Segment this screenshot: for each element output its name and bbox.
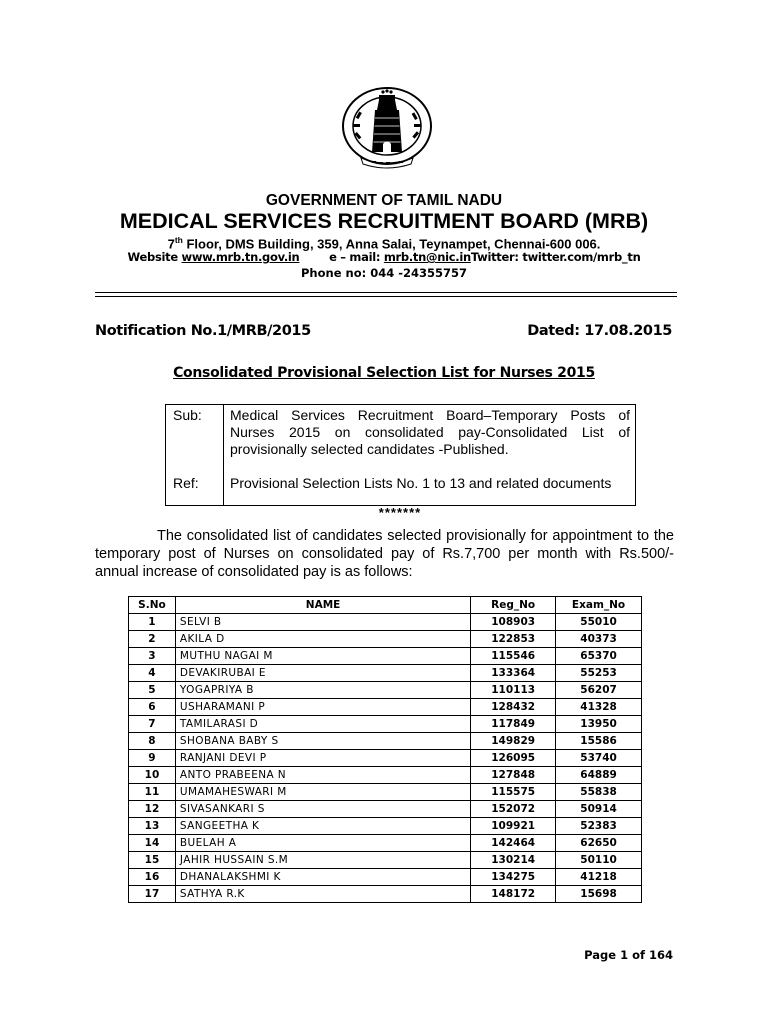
contact-line <box>0 250 768 264</box>
cell-name: YOGAPRIYA B <box>175 682 470 699</box>
table-row <box>129 614 642 631</box>
cell-exam-no: 56207 <box>556 682 642 699</box>
page-number: Page 1 of 164 <box>584 948 673 962</box>
cell-name: SHOBANA BABY S <box>175 733 470 750</box>
cell-exam-no: 55010 <box>556 614 642 631</box>
cell-reg-no: 109921 <box>471 818 556 835</box>
address-text: Floor, DMS Building, 359, Anna Salai, Teynampet, Chennai-600 006. <box>182 236 601 252</box>
cell-reg-no: 110113 <box>471 682 556 699</box>
table-row <box>129 665 642 682</box>
cell-sno: 13 <box>129 818 176 835</box>
subject-box-divider <box>223 405 224 505</box>
tamil-nadu-emblem <box>339 86 435 170</box>
cell-sno: 6 <box>129 699 176 716</box>
cell-sno: 14 <box>129 835 176 852</box>
cell-exam-no: 15698 <box>556 886 642 903</box>
table-row <box>129 682 642 699</box>
notification-date: Dated: 17.08.2015 <box>527 323 672 339</box>
cell-name: BUELAH A <box>175 835 470 852</box>
cell-reg-no: 134275 <box>471 869 556 886</box>
cell-name: SANGEETHA K <box>175 818 470 835</box>
intro-paragraph-text: The consolidated list of candidates selected provisionally for appointment to the temporary post of Nurses on consolidated pay of Rs.7,700 per month with Rs.500/- annual increase of consolidated pay is as follows: <box>95 528 674 580</box>
cell-name: USHARAMANI P <box>175 699 470 716</box>
table-row <box>129 699 642 716</box>
cell-sno: 12 <box>129 801 176 818</box>
cell-exam-no: 13950 <box>556 716 642 733</box>
cell-reg-no: 148172 <box>471 886 556 903</box>
table-row <box>129 886 642 903</box>
table-row <box>129 767 642 784</box>
cell-reg-no: 142464 <box>471 835 556 852</box>
government-title: GOVERNMENT OF TAMIL NADU <box>265 192 503 209</box>
selection-list-table <box>128 596 642 903</box>
reference-label: Ref: <box>173 475 199 491</box>
table-header-row <box>129 597 642 614</box>
cell-name: UMAMAHESWARI M <box>175 784 470 801</box>
column-header-exam-no: Exam_No <box>556 597 642 614</box>
cell-exam-no: 50914 <box>556 801 642 818</box>
cell-reg-no: 152072 <box>471 801 556 818</box>
header-divider-top <box>95 292 677 293</box>
cell-exam-no: 50110 <box>556 852 642 869</box>
table-row <box>129 631 642 648</box>
cell-name: ANTO PRABEENA N <box>175 767 470 784</box>
cell-name: MUTHU NAGAI M <box>175 648 470 665</box>
cell-exam-no: 15586 <box>556 733 642 750</box>
table-row <box>129 818 642 835</box>
email-link[interactable]: mrb.tn@nic.in <box>383 250 471 264</box>
table-row <box>129 716 642 733</box>
intro-paragraph <box>95 527 674 581</box>
email-label: e – mail: <box>329 250 384 264</box>
cell-reg-no: 122853 <box>471 631 556 648</box>
cell-exam-no: 52383 <box>556 818 642 835</box>
table-row <box>129 801 642 818</box>
cell-name: DEVAKIRUBAI E <box>175 665 470 682</box>
column-header-sno: S.No <box>129 597 176 614</box>
table-row <box>129 648 642 665</box>
phone-number: Phone no: 044 -24355757 <box>301 266 467 280</box>
reference-text: Provisional Selection Lists No. 1 to 13 and related documents <box>230 475 612 491</box>
table-row <box>129 750 642 767</box>
cell-name: DHANALAKSHMI K <box>175 869 470 886</box>
cell-sno: 3 <box>129 648 176 665</box>
cell-reg-no: 149829 <box>471 733 556 750</box>
cell-reg-no: 126095 <box>471 750 556 767</box>
cell-exam-no: 65370 <box>556 648 642 665</box>
cell-sno: 5 <box>129 682 176 699</box>
table-row <box>129 869 642 886</box>
website-label: Website <box>127 250 182 264</box>
twitter-handle: Twitter: twitter.com/mrb_tn <box>470 250 641 264</box>
cell-name: SATHYA R.K <box>175 886 470 903</box>
address-floor-suffix: th <box>174 235 183 245</box>
cell-name: SIVASANKARI S <box>175 801 470 818</box>
cell-reg-no: 115575 <box>471 784 556 801</box>
notification-number: Notification No.1/MRB/2015 <box>95 323 311 339</box>
cell-reg-no: 133364 <box>471 665 556 682</box>
cell-sno: 2 <box>129 631 176 648</box>
cell-name: RANJANI DEVI P <box>175 750 470 767</box>
cell-sno: 7 <box>129 716 176 733</box>
website-link[interactable]: www.mrb.tn.gov.in <box>181 250 300 264</box>
cell-reg-no: 117849 <box>471 716 556 733</box>
subject-text: Medical Services Recruitment Board–Temporary Posts of Nurses 2015 on consolidated pay-Consolidated List of provisionally selected candidates -Published. <box>230 407 630 457</box>
cell-name: SELVI B <box>175 614 470 631</box>
cell-reg-no: 130214 <box>471 852 556 869</box>
cell-sno: 1 <box>129 614 176 631</box>
cell-exam-no: 62650 <box>556 835 642 852</box>
header-divider-bottom <box>95 296 677 297</box>
cell-reg-no: 115546 <box>471 648 556 665</box>
cell-sno: 11 <box>129 784 176 801</box>
table-row <box>129 852 642 869</box>
cell-name: JAHIR HUSSAIN S.M <box>175 852 470 869</box>
cell-exam-no: 64889 <box>556 767 642 784</box>
column-header-reg-no: Reg_No <box>471 597 556 614</box>
cell-exam-no: 55253 <box>556 665 642 682</box>
cell-name: TAMILARASI D <box>175 716 470 733</box>
address-floor-number: 7 <box>167 236 175 252</box>
table-row <box>129 784 642 801</box>
cell-reg-no: 108903 <box>471 614 556 631</box>
cell-exam-no: 41218 <box>556 869 642 886</box>
table-row <box>129 733 642 750</box>
board-address <box>0 235 768 251</box>
document-title: Consolidated Provisional Selection List for Nurses 2015 <box>173 365 595 381</box>
table-row <box>129 835 642 852</box>
column-header-name: NAME <box>175 597 470 614</box>
board-title: MEDICAL SERVICES RECRUITMENT BOARD (MRB) <box>119 209 649 233</box>
cell-sno: 17 <box>129 886 176 903</box>
subject-reference-box <box>165 404 636 506</box>
cell-sno: 9 <box>129 750 176 767</box>
cell-exam-no: 41328 <box>556 699 642 716</box>
cell-name: AKILA D <box>175 631 470 648</box>
separator-stars: ******* <box>378 505 422 520</box>
cell-exam-no: 53740 <box>556 750 642 767</box>
cell-reg-no: 127848 <box>471 767 556 784</box>
cell-reg-no: 128432 <box>471 699 556 716</box>
temple-gopuram-icon <box>339 86 435 170</box>
cell-exam-no: 40373 <box>556 631 642 648</box>
subject-label: Sub: <box>173 407 202 423</box>
cell-sno: 16 <box>129 869 176 886</box>
cell-sno: 15 <box>129 852 176 869</box>
cell-sno: 8 <box>129 733 176 750</box>
cell-exam-no: 55838 <box>556 784 642 801</box>
cell-sno: 10 <box>129 767 176 784</box>
cell-sno: 4 <box>129 665 176 682</box>
